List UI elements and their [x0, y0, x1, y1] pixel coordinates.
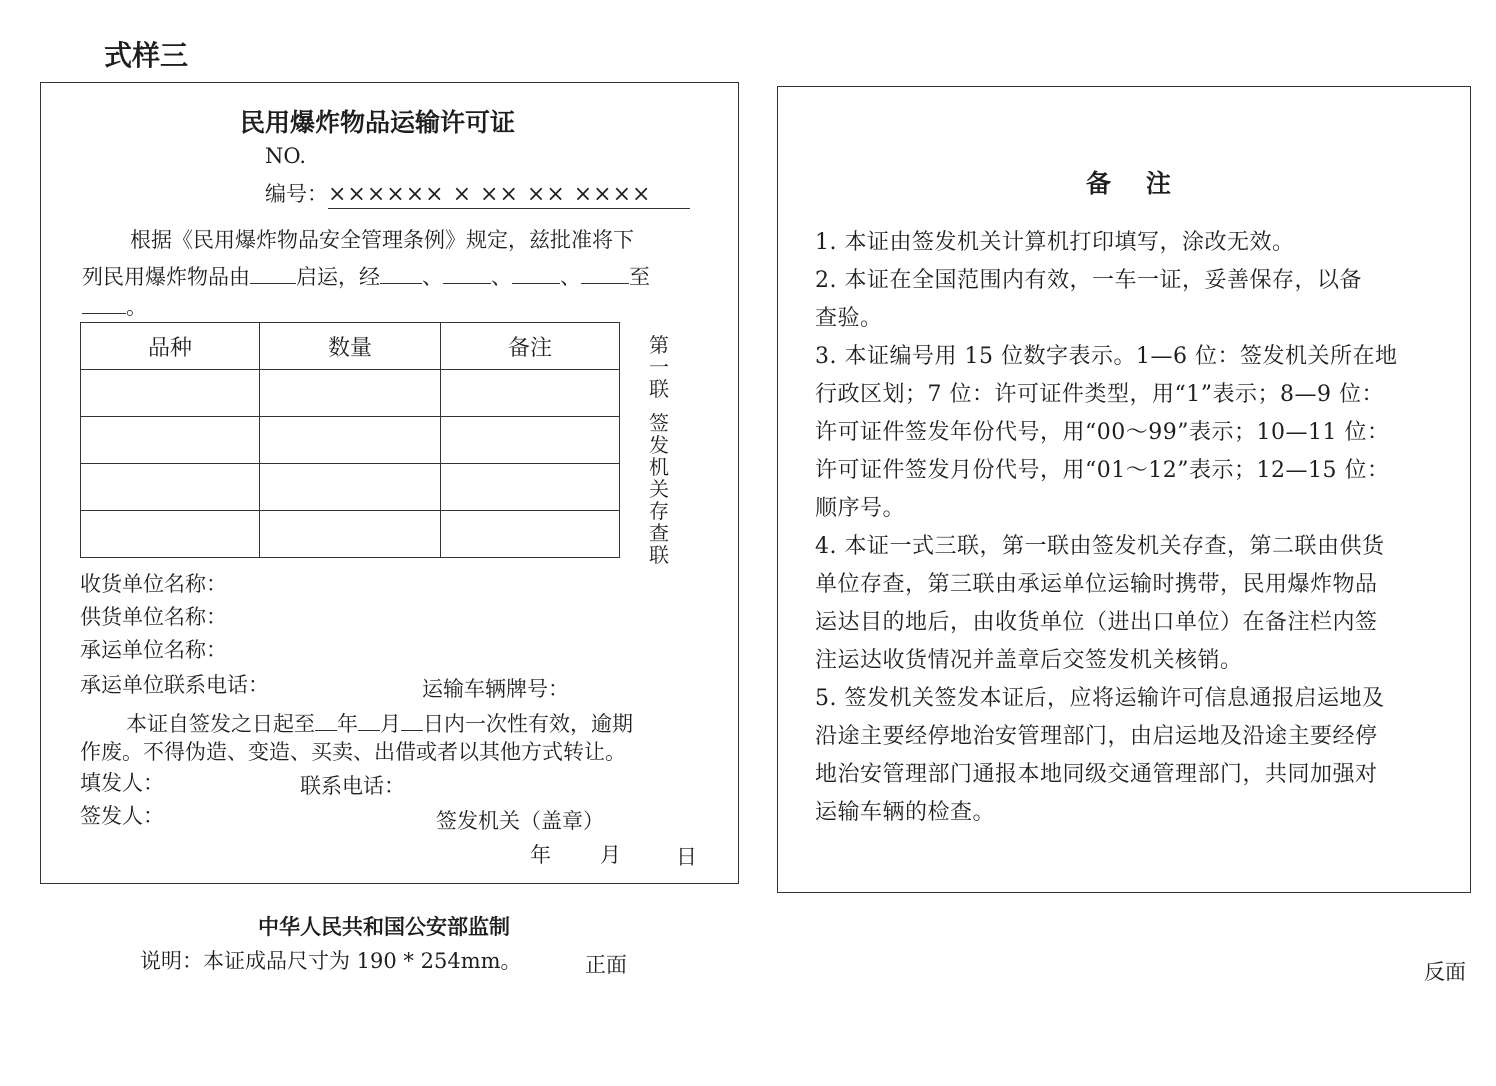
- size-note: 说明：本证成品尺寸为 190 * 254mm。: [140, 949, 522, 973]
- table-row: [81, 464, 620, 511]
- para1-line1: 根据《民用爆炸物品安全管理条例》规定，兹批准将下: [130, 228, 634, 252]
- filler-label: 填发人：: [80, 771, 164, 795]
- table-cell[interactable]: [81, 464, 260, 511]
- table-cell[interactable]: [81, 417, 260, 464]
- validity-line1: [126, 712, 633, 735]
- via-blank-2: [443, 265, 491, 284]
- serial-label: 编号：: [265, 182, 328, 206]
- validity-day-blank: [401, 712, 423, 731]
- table-cell[interactable]: [441, 417, 620, 464]
- para1-end: [82, 295, 147, 318]
- via-prefix: 启运，经: [296, 265, 380, 289]
- col-header-variety: 品种: [81, 323, 260, 370]
- no-label: NO.: [265, 144, 307, 168]
- remark-line: 注运达收货情况并盖章后交签发机关核销。: [815, 648, 1243, 673]
- serial-value: ×××××× × ×× ×× ××××: [328, 184, 690, 209]
- issuer-label: 签发人：: [80, 804, 164, 828]
- front-side-label: 正面: [585, 953, 627, 977]
- date-day: 日: [676, 845, 697, 869]
- table-cell[interactable]: [260, 464, 441, 511]
- via-blank-4: [581, 265, 629, 284]
- remark-line: 3. 本证编号用 15 位数字表示。1—6 位：签发机关所在地: [815, 344, 1398, 369]
- to-label: 至: [629, 265, 650, 289]
- carrier-label: 承运单位名称：: [80, 638, 227, 662]
- goods-table: [80, 322, 620, 558]
- remark-line: 2. 本证在全国范围内有效，一车一证，妥善保存，以备: [815, 268, 1362, 293]
- remark-line: 1. 本证由签发机关计算机打印填写，涂改无效。: [815, 230, 1295, 255]
- via-sep-3: 、: [560, 265, 581, 289]
- contact-phone-label: 联系电话：: [300, 774, 405, 798]
- carrier-phone-label: 承运单位联系电话：: [80, 673, 269, 697]
- table-cell[interactable]: [260, 417, 441, 464]
- supplier-label: 供货单位名称：: [80, 605, 227, 629]
- table-row: [81, 511, 620, 558]
- via-blank-3: [512, 265, 560, 284]
- validity-month-blank: [358, 712, 380, 731]
- receiver-label: 收货单位名称：: [80, 572, 227, 596]
- validity-suffix: 日内一次性有效，逾期: [423, 712, 633, 736]
- validity-year: 年: [337, 712, 358, 736]
- remarks-list: [815, 224, 1441, 832]
- remark-line: 顺序号。: [815, 496, 906, 521]
- remark-line: 行政区划；7 位：许可证件类型，用“1”表示；8—9 位：: [815, 382, 1384, 407]
- remarks-title: 备 注: [1086, 169, 1171, 198]
- table-row: [81, 417, 620, 464]
- table-cell[interactable]: [441, 464, 620, 511]
- back-side-label: 反面: [1424, 960, 1466, 984]
- remark-line: 查验。: [815, 306, 883, 331]
- table-cell[interactable]: [441, 370, 620, 417]
- sample-label: 式样三: [104, 39, 189, 72]
- remark-line: 单位存查，第三联由承运单位运输时携带，民用爆炸物品: [815, 572, 1378, 597]
- table-header-row: [81, 323, 620, 370]
- validity-year-blank: [315, 712, 337, 731]
- remark-line: 许可证件签发月份代号，用“01～12”表示；12—15 位：: [815, 458, 1390, 483]
- remark-line: 4. 本证一式三联，第一联由签发机关存查，第二联由供货: [815, 534, 1385, 559]
- table-row: [81, 370, 620, 417]
- remark-line: 地治安管理部门通报本地同级交通管理部门，共同加强对: [815, 762, 1378, 787]
- via-sep-1: 、: [422, 265, 443, 289]
- date-month: 月: [600, 843, 621, 867]
- destination-blank: [82, 295, 126, 314]
- col-header-quantity: 数量: [260, 323, 441, 370]
- origin-prefix: 列民用爆炸物品由: [82, 265, 250, 289]
- supervisor-note: 中华人民共和国公安部监制: [258, 915, 510, 939]
- table-cell[interactable]: [81, 511, 260, 558]
- remark-line: 5. 签发机关签发本证后，应将运输许可信息通报启运地及: [815, 686, 1385, 711]
- table-cell[interactable]: [81, 370, 260, 417]
- via-blank-1: [380, 265, 422, 284]
- validity-prefix: 本证自签发之日起至: [126, 712, 315, 736]
- via-sep-2: 、: [491, 265, 512, 289]
- col-header-remark: 备注: [441, 323, 620, 370]
- origin-blank: [250, 265, 296, 284]
- vehicle-label: 运输车辆牌号：: [422, 677, 569, 701]
- date-year: 年: [530, 843, 551, 867]
- permit-title: 民用爆炸物品运输许可证: [240, 108, 516, 137]
- remark-line: 沿途主要经停地治安管理部门，由启运地及沿途主要经停: [815, 724, 1378, 749]
- issuing-authority-seal: 签发机关（盖章）: [436, 809, 604, 833]
- table-cell[interactable]: [441, 511, 620, 558]
- validity-month: 月: [380, 712, 401, 736]
- remark-line: 运输车辆的检查。: [815, 800, 996, 825]
- remark-line: 许可证件签发年份代号，用“00～99”表示；10—11 位：: [815, 420, 1390, 445]
- validity-line2: 作废。不得伪造、变造、买卖、出借或者以其他方式转让。: [80, 740, 626, 764]
- remark-line: 运达目的地后，由收货单位（进出口单位）在备注栏内签: [815, 610, 1378, 635]
- para1-line2: [82, 265, 650, 288]
- para1-end-mark: 。: [126, 295, 147, 319]
- copy-number-vertical: 第一联: [649, 333, 669, 401]
- copy-purpose-vertical: 签发机关存查联: [649, 411, 669, 567]
- table-cell[interactable]: [260, 370, 441, 417]
- serial-row: [265, 184, 690, 209]
- table-cell[interactable]: [260, 511, 441, 558]
